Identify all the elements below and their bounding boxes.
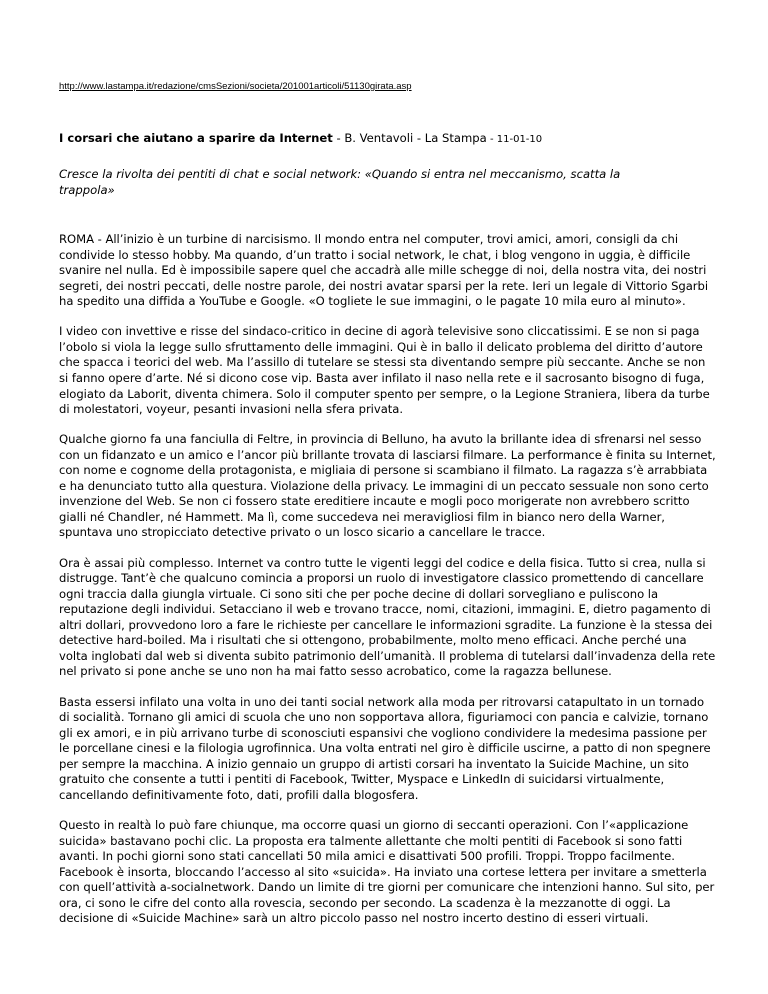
headline-byline: - B. Ventavoli - La Stampa xyxy=(332,131,487,145)
source-url-link[interactable]: http://www.lastampa.it/redazione/cmsSezioni/societa/201001articoli/51130girata.asp xyxy=(59,81,412,92)
article-body xyxy=(59,232,717,941)
headline-title: I corsari che aiutano a sparire da Internet xyxy=(59,131,333,145)
paragraph: Questo in realtà lo può fare chiunque, ma occorre quasi un giorno di seccanti operazioni. Con l’«applicazione suicida» bastavano pochi clic. La proposta era talmente allettante che molti pentiti di Facebook si sono fatti avanti. In pochi giorni sono stati cancellati 50 mila amici e disattivati 500 profili. Troppi. Troppo facilmente. Facebook è insorta, bloccando l’accesso al sito «suicida». Ha inviato una cortese lettera per invitare a smetterla con quell’attività a-socialnetwork. Dando un limite di tre giorni per comunicare che intenzioni hanno. Sul sito, per ora, ci sono le cifre del conto alla rovescia, secondo per secondo. La scadenza è la mezzanotte di oggi. La decisione di «Suicide Machine» sarà un altro piccolo passo nel nostro incerto destino di esseri virtuali. xyxy=(59,818,715,926)
article-headline xyxy=(59,131,542,145)
headline-date: - 11-01-10 xyxy=(486,134,543,145)
paragraph: Ora è assai più complesso. Internet va contro tutte le vigenti leggi del codice e della fisica. Tutto si crea, nulla si distrugge. Tant’è che qualcuno comincia a proporsi un ruolo di investigatore classico promettendo di cancellare ogni traccia dalla giungla virtuale. Ci sono siti che per poche decine di dollari sorvegliano e puliscono la reputazione degli individui. Setacciano il web e trovano tracce, nomi, citazioni, immagini. E, dietro pagamento di altri dollari, provvedono loro a fare le richieste per cancellare le informazioni sgradite. La funzione è la stessa dei detective hard-boiled. Ma i risultati che si ottengono, probabilmente, molto meno efficaci. Anche perché una volta inglobati dal web si diventa subito patrimonio dell’umanità. Il problema di tutelarsi dall’invadenza della rete nel privato si pone anche se uno non ha mai fatto sesso acrobatico, come la ragazza bellunese. xyxy=(59,555,716,679)
paragraph: ROMA - All’inizio è un turbine di narcisismo. Il mondo entra nel computer, trovi amici, amori, consigli da chi condivide lo stesso hobby. Ma quando, d’un tratto i social network, le chat, i blog vengono in uggia, è difficile svanire nel nulla. Ed è impossibile sapere quel che accadrà alle mille schegge di noi, della nostra vita, dei nostri segreti, dei nostri peccati, delle nostre parole, dei nostri avatar sparsi per la rete. Ieri un legale di Vittorio Sgarbi ha spedito una diffida a YouTube e Google. «O togliete le sue immagini, o le pagate 10 mila euro al minuto». xyxy=(59,232,709,309)
paragraph: I video con invettive e risse del sindaco-critico in decine di agorà televisive sono cliccatissimi. E se non si paga l’obolo si viola la legge sullo sfruttamento delle immagini. Qui è in ballo il delicato problema del diritto d’autore che spacca i teorici del web. Ma l’assillo di tutelare se stessi sta diventando sempre più seccante. Anche se non si fanno opere d’arte. Né si dicono cose vip. Basta aver infilato il naso nella rete e il sacrosanto bisogno di fuga, elogiato da Laborit, diventa chimera. Solo il computer spento per sempre, o la Legione Straniera, libera da turbe di molestatori, voyeur, pesanti invasioni nella sfera privata. xyxy=(59,324,710,417)
article-subtitle: Cresce la rivolta dei pentiti di chat e social network: «Quando si entra nel meccanismo, scatta la trappola» xyxy=(59,167,621,197)
paragraph: Qualche giorno fa una fanciulla di Feltre, in provincia di Belluno, ha avuto la brillante idea di sfrenarsi nel sesso con un fidanzato e un amico e l’ancor più brillante trovata di lasciarsi filmare. La performance è finita su Internet, con nome e cognome della protagonista, e migliaia di persone si scambiano il filmato. La ragazza s’è arrabbiata e ha denunciato tutto alla questura. Violazione della privacy. Le immagini di un peccato sessuale non sono certo invenzione del Web. Se non ci fossero state ereditiere incaute e mogli poco morigerate non avrebbero scritto gialli né Chandler, né Hammett. Ma lì, come succedeva nei meravigliosi film in bianco nero della Warner, spuntava uno stropicciato detective privato o un losco sicario a cancellare le tracce. xyxy=(59,432,716,540)
paragraph: Basta essersi infilato una volta in uno dei tanti social network alla moda per ritrovarsi catapultato in un tornado di socialità. Tornano gli amici di scuola che uno non sopportava allora, figuriamoci con pancia e calvizie, tornano gli ex amori, e in più arrivano turbe di sconosciuti espansivi che vogliono condividere la medesima passione per le porcellane cinesi e la filologia ugrofinnica. Una volta entrati nel giro è difficile uscirne, a patto di non spegnere per sempre la macchina. A inizio gennaio un gruppo di artisti corsari ha inventato la Suicide Machine, un sito gratuito che consente a tutti i pentiti di Facebook, Twitter, Myspace e LinkedIn di suicidarsi virtualmente, cancellando definitivamente foto, dati, profili dalla blogosfera. xyxy=(59,694,711,802)
